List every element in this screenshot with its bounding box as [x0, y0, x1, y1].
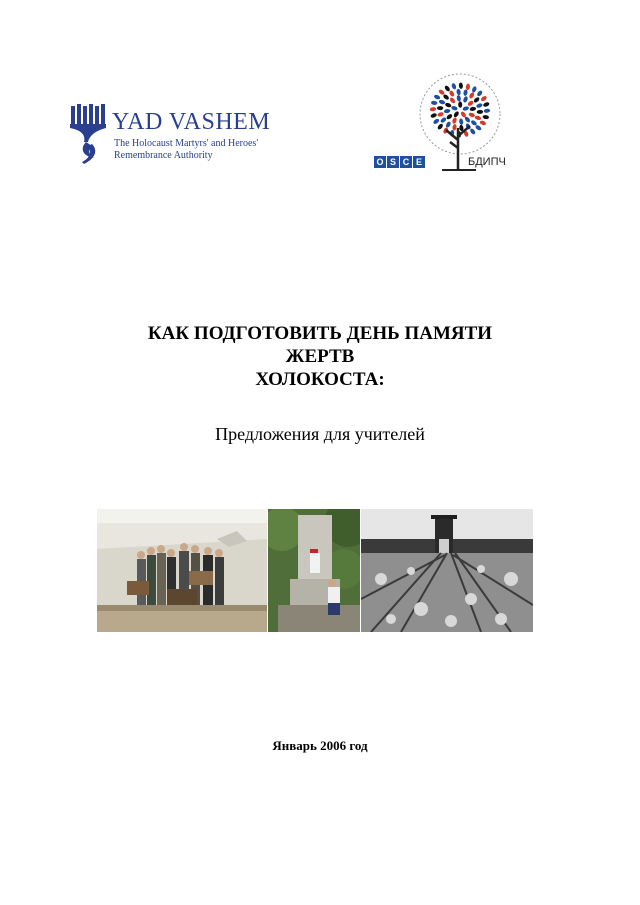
tree-leaf — [476, 90, 483, 98]
tree-leaf — [451, 105, 458, 111]
tree-leaf — [483, 101, 490, 107]
tree-leaf — [471, 86, 477, 93]
tree-leaf — [453, 111, 460, 119]
tree-leaf — [456, 95, 461, 102]
tree-leaf — [459, 118, 464, 125]
tree-leaf — [432, 118, 440, 125]
tree-leaf — [467, 100, 474, 107]
tree-leaf — [430, 107, 437, 112]
tree-leaf — [476, 103, 483, 109]
tree-leaf — [463, 89, 468, 96]
tree-leaf — [451, 83, 457, 90]
tree-leaf — [448, 90, 455, 98]
title-line-1: КАК ПОДГОТОВИТЬ ДЕНЬ ПАМЯТИ — [147, 323, 493, 344]
yad-vashem-subtitle-line2: Remembrance Authority — [114, 150, 213, 161]
photo-auschwitz-railway — [361, 509, 533, 632]
tree-leaf — [459, 82, 464, 89]
tree-leaf — [430, 112, 437, 118]
title-line-2: ЖЕРТВ — [285, 346, 355, 367]
tree-leaf — [449, 97, 456, 104]
tree-leaf — [470, 119, 478, 126]
tree-leaf — [446, 113, 453, 120]
photo-stage-performance — [97, 509, 267, 632]
tree-leaf — [445, 102, 452, 108]
tree-leaf — [433, 94, 440, 100]
osce-letter: S — [387, 156, 399, 168]
osce-letter: E — [413, 156, 425, 168]
tree-leaf — [473, 96, 480, 103]
photo-memorial-monument — [268, 509, 360, 632]
odihr-abbreviation: БДИПЧ — [468, 156, 506, 168]
tree-leaf — [474, 115, 481, 121]
tree-leaf — [444, 85, 451, 93]
tree-leaf — [440, 117, 447, 124]
tree-leaf — [480, 95, 488, 102]
document-subtitle: Предложения для учителей — [215, 424, 425, 444]
document-title — [0, 322, 640, 391]
yad-vashem-name: YAD VASHEM — [112, 109, 271, 135]
tree-leaf — [477, 110, 484, 114]
osce-letter: O — [374, 156, 386, 168]
osce-badge — [374, 156, 426, 168]
tree-leaf — [469, 106, 476, 111]
tree-leaf — [475, 124, 483, 131]
osce-letter: C — [400, 156, 412, 168]
yad-vashem-subtitle — [114, 138, 258, 162]
osce-odihr-logo — [372, 70, 532, 178]
tree-leaf — [438, 99, 445, 105]
tree-leaf — [468, 112, 475, 118]
tree-leaf — [469, 128, 476, 136]
tree-leaf — [463, 96, 469, 103]
tree-leaf — [458, 101, 462, 107]
tree-leaf — [437, 123, 444, 130]
tree-leaf — [437, 106, 443, 110]
tree-leaf — [456, 88, 461, 95]
tree-leaf — [468, 92, 475, 100]
yad-vashem-logo — [68, 104, 283, 170]
tree-leaf — [452, 124, 457, 131]
tree-leaf — [431, 100, 438, 105]
menorah-flame-icon — [68, 104, 112, 166]
publication-date: Январь 2006 год — [272, 738, 368, 753]
tree-leaf — [445, 121, 452, 129]
tree-leaf — [484, 108, 491, 113]
tree-leaf — [462, 106, 469, 112]
yad-vashem-subtitle-line1: The Holocaust Martyrs' and Heroes' — [114, 138, 259, 149]
tree-leaf — [444, 109, 451, 114]
tree-leaf — [437, 111, 444, 117]
tree-leaf — [482, 115, 489, 120]
tree-leaf — [451, 117, 457, 124]
title-line-3: ХОЛОКОСТА: — [255, 369, 385, 390]
tree-leaf — [479, 120, 486, 126]
tree-leaf — [465, 83, 470, 90]
